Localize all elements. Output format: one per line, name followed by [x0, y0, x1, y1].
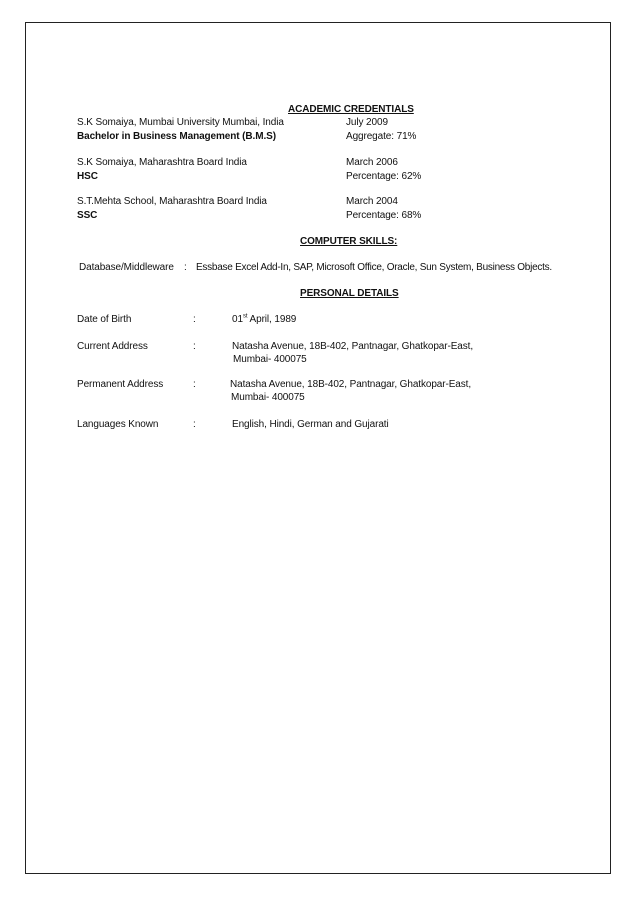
languages-sep: :: [193, 419, 196, 430]
academic-degree-2: HSC: [77, 171, 98, 182]
languages-label: Languages Known: [77, 419, 159, 430]
academic-date-3: March 2004: [346, 196, 398, 207]
computer-value: Essbase Excel Add-In, SAP, Microsoft Office, Oracle, Sun System, Business Objects.: [196, 262, 552, 273]
page-border: [25, 22, 611, 874]
languages-value: English, Hindi, German and Gujarati: [232, 419, 389, 430]
academic-institution-2: S.K Somaiya, Maharashtra Board India: [77, 157, 247, 168]
dob-rest: April, 1989: [247, 314, 297, 325]
personal-heading: PERSONAL DETAILS: [300, 288, 399, 299]
computer-label: Database/Middleware: [79, 262, 174, 273]
dob-day: 01: [232, 314, 243, 325]
academic-institution-1: S.K Somaiya, Mumbai University Mumbai, India: [77, 117, 284, 128]
dob-label: Date of Birth: [77, 314, 132, 325]
permanent-address-sep: :: [193, 379, 196, 390]
academic-degree-3: SSC: [77, 210, 98, 221]
current-address-line1: Natasha Avenue, 18B-402, Pantnagar, Ghatkopar-East,: [232, 341, 473, 352]
academic-institution-3: S.T.Mehta School, Maharashtra Board India: [77, 196, 267, 207]
permanent-address-line1: Natasha Avenue, 18B-402, Pantnagar, Ghatkopar-East,: [230, 379, 471, 390]
permanent-address-label: Permanent Address: [77, 379, 164, 390]
academic-score-2: Percentage: 62%: [346, 171, 422, 182]
computer-heading: COMPUTER SKILLS:: [300, 236, 398, 247]
academic-score-1: Aggregate: 71%: [346, 131, 417, 142]
computer-sep: :: [184, 262, 187, 273]
academic-degree-1: Bachelor in Business Management (B.M.S): [77, 131, 276, 142]
permanent-address-line2: Mumbai- 400075: [231, 392, 305, 403]
academic-date-2: March 2006: [346, 157, 398, 168]
dob-suffix: st: [242, 313, 248, 320]
dob-value: [232, 314, 296, 326]
current-address-line2: Mumbai- 400075: [233, 354, 307, 365]
dob-sep: :: [193, 314, 196, 325]
academic-heading: ACADEMIC CREDENTIALS: [288, 104, 414, 115]
current-address-sep: :: [193, 341, 196, 352]
academic-score-3: Percentage: 68%: [346, 210, 422, 221]
academic-date-1: July 2009: [346, 117, 388, 128]
current-address-label: Current Address: [77, 341, 148, 352]
